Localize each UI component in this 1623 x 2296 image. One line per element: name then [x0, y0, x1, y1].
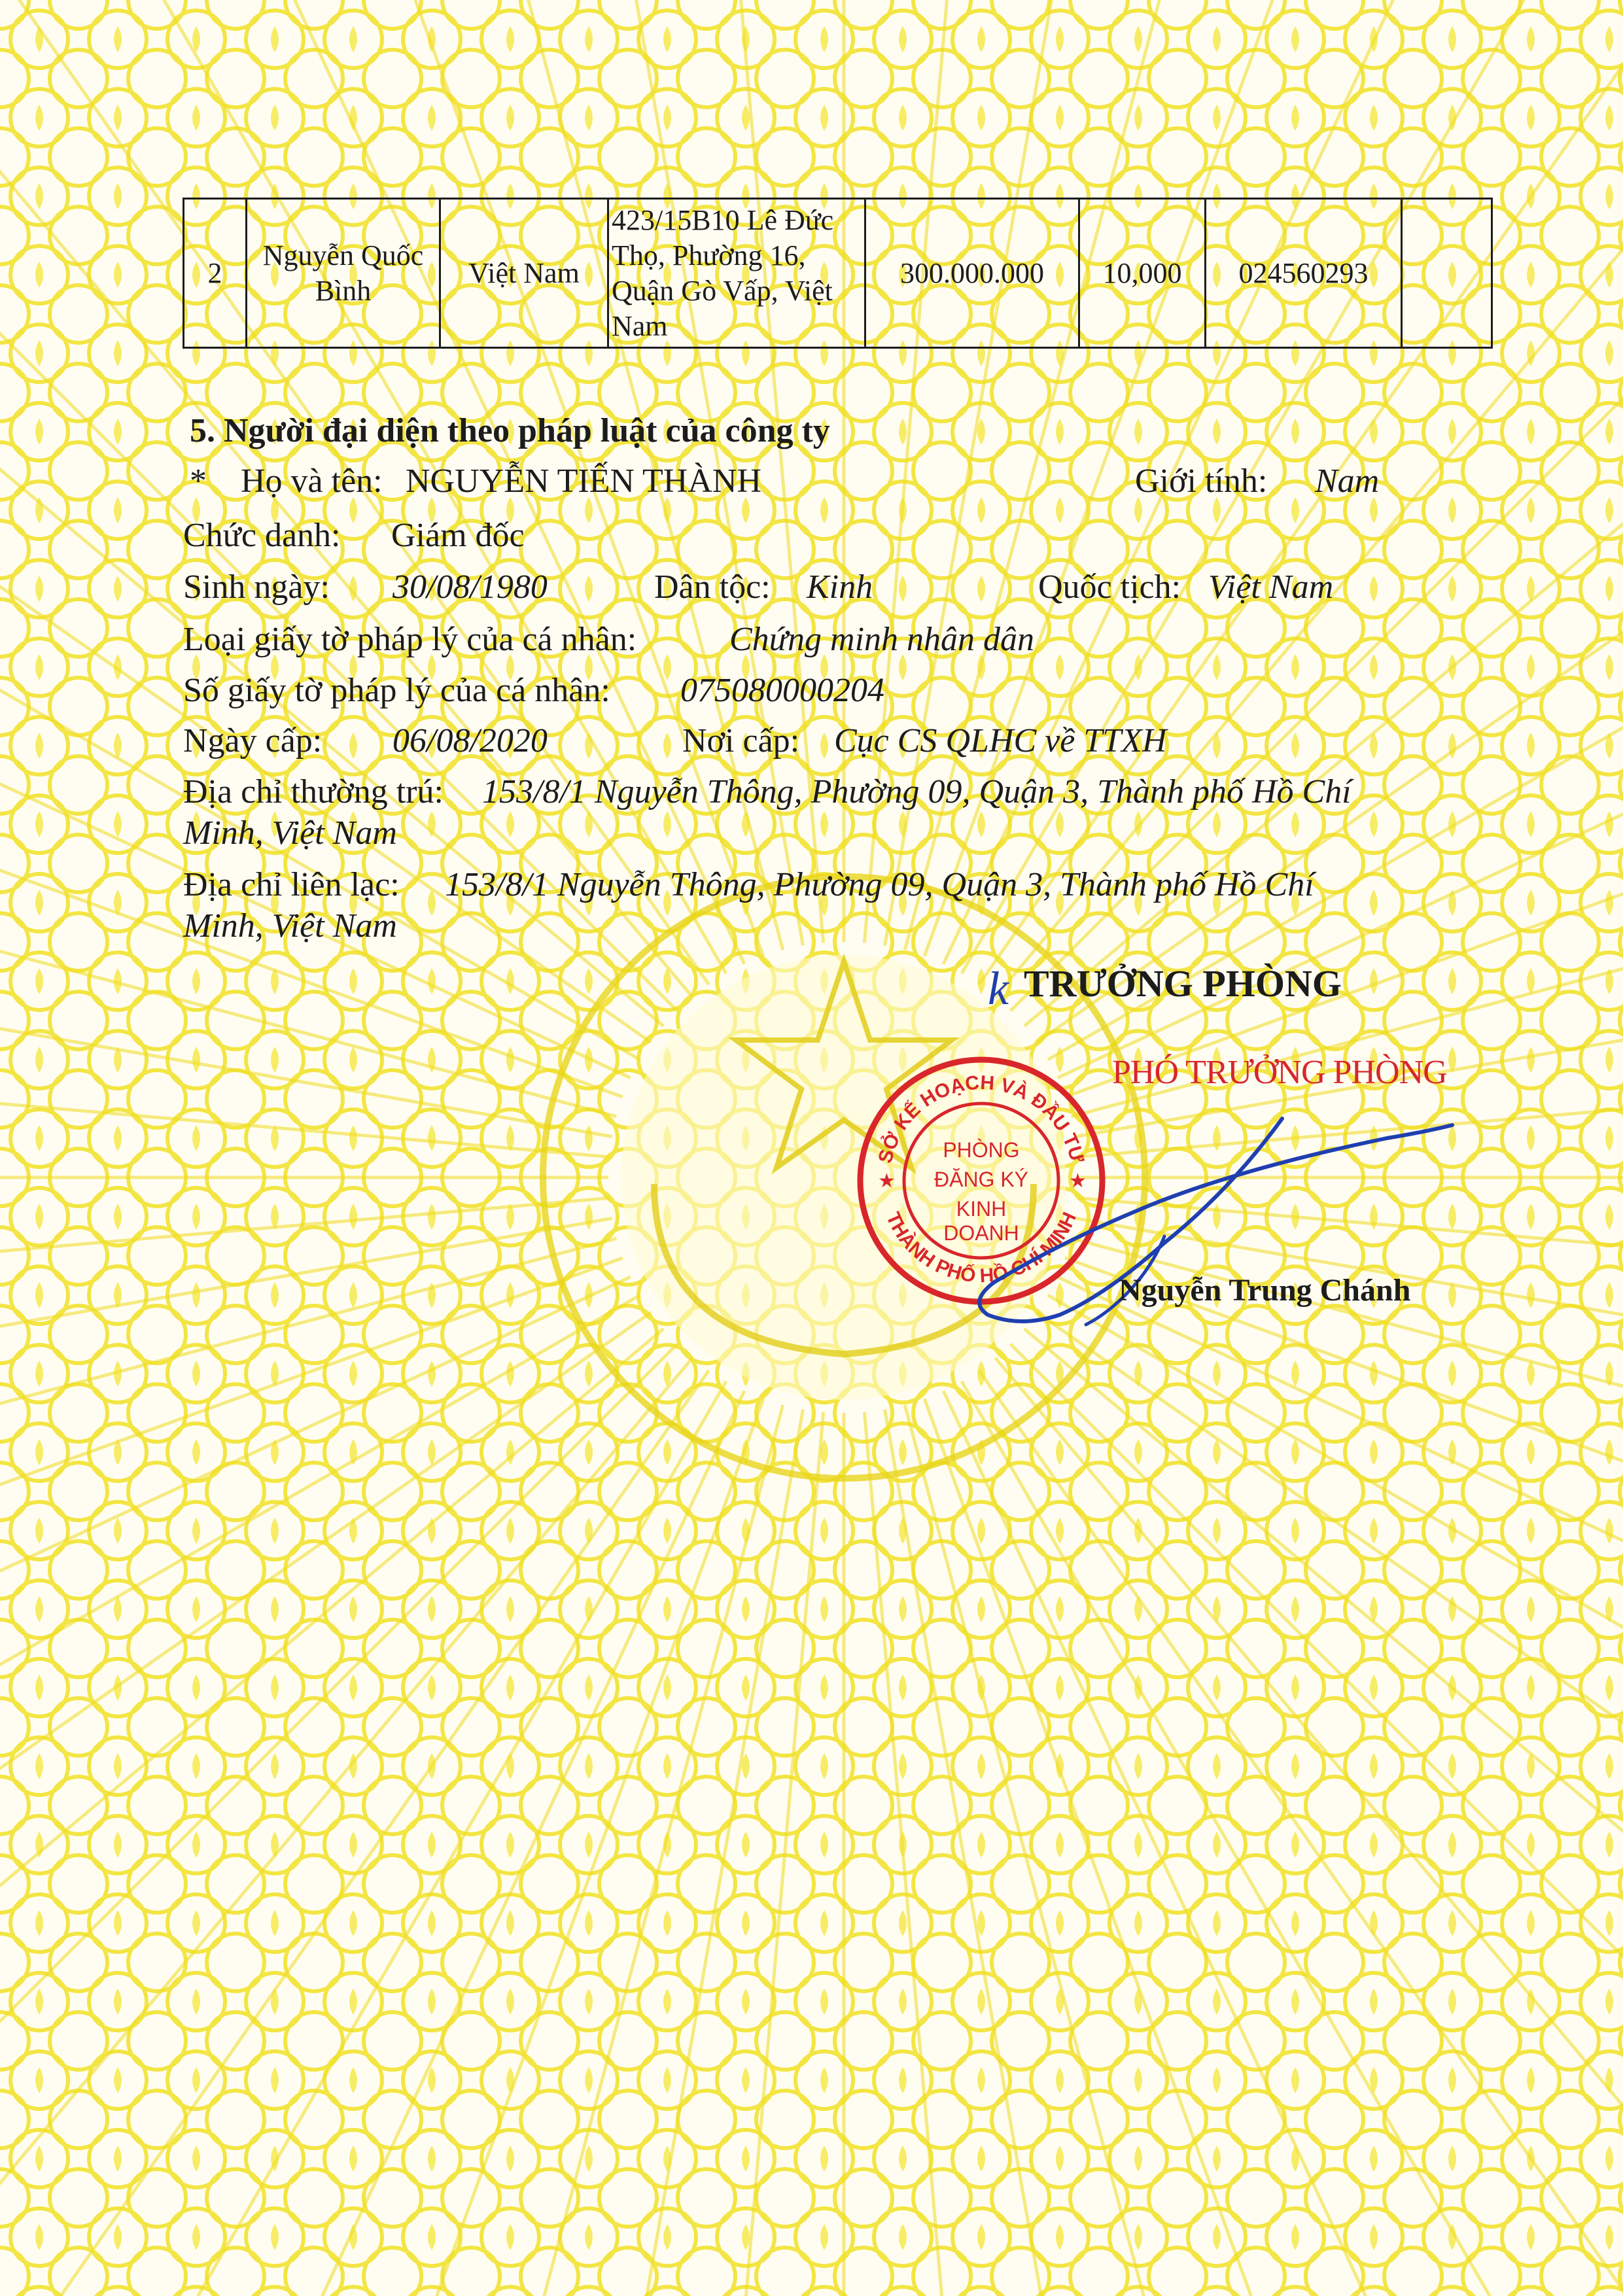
stamp-center-line1: PHÒNG: [943, 1138, 1020, 1162]
member-address: 423/15B10 Lê Đức Thọ, Phường 16, Quận Gò Vấp, Việt Nam: [608, 199, 865, 348]
doc-type-label: Loại giấy tờ pháp lý của cá nhân:: [183, 621, 637, 658]
signatory-title: TRƯỞNG PHÒNG: [1024, 962, 1342, 1005]
issue-date-value: 06/08/2020: [393, 722, 548, 759]
deputy-title: PHÓ TRƯỞNG PHÒNG: [1112, 1054, 1447, 1091]
handwritten-mark: k: [988, 962, 1009, 1015]
member-note: [1402, 199, 1492, 348]
member-ratio: 10,000: [1079, 199, 1206, 348]
permanent-address-line2: Minh, Việt Nam: [183, 814, 397, 852]
gender-value: Nam: [1315, 462, 1380, 500]
stamp-center-line3: KINH DOANH: [943, 1197, 1019, 1245]
svg-text:SỞ KẾ HOẠCH VÀ ĐẦU TƯ: SỞ KẾ HOẠCH VÀ ĐẦU TƯ: [874, 1071, 1089, 1166]
ethnicity-label: Dân tộc:: [654, 568, 771, 606]
handwritten-signature: [890, 1099, 1465, 1348]
position-value: Giám đốc: [391, 517, 525, 554]
gender-label: Giới tính:: [1135, 462, 1268, 500]
issue-place-value: Cục CS QLHC về TTXH: [834, 722, 1167, 759]
position-label: Chức danh:: [183, 517, 341, 554]
svg-text:★: ★: [1069, 1170, 1087, 1192]
row-number: 2: [184, 199, 247, 348]
issue-date-label: Ngày cấp:: [183, 722, 323, 759]
nationality-value: Việt Nam: [1208, 568, 1334, 606]
issue-place-label: Nơi cấp:: [682, 722, 800, 759]
bullet: *: [190, 462, 207, 500]
member-capital: 300.000.000: [865, 199, 1079, 348]
stamp-center-line2: ĐĂNG KÝ: [934, 1168, 1029, 1191]
permanent-address-line1: 153/8/1 Nguyễn Thông, Phường 09, Quận 3, Thành phố Hồ Chí: [482, 773, 1352, 810]
dob-label: Sinh ngày:: [183, 568, 330, 606]
svg-text:THÀNH PHỐ HỒ CHÍ MINH: THÀNH PHỐ HỒ CHÍ MINH: [881, 1209, 1081, 1287]
table-row: [184, 199, 1492, 348]
member-id-number: 024560293: [1206, 199, 1402, 348]
representative-name: NGUYỄN TIẾN THÀNH: [406, 462, 762, 500]
ethnicity-value: Kinh: [807, 568, 873, 606]
permanent-address-label: Địa chỉ thường trú:: [183, 773, 444, 810]
doc-number-value: 075080000204: [680, 672, 884, 709]
contact-address-line1: 153/8/1 Nguyễn Thông, Phường 09, Quận 3, Thành phố Hồ Chí: [445, 866, 1314, 903]
doc-number-label: Số giấy tờ pháp lý của cá nhân:: [183, 672, 610, 709]
doc-type-value: Chứng minh nhân dân: [729, 621, 1035, 658]
contact-address-line2: Minh, Việt Nam: [183, 907, 397, 945]
member-nationality: Việt Nam: [440, 199, 608, 348]
contact-address-label: Địa chỉ liên lạc:: [183, 866, 400, 903]
signer-name: Nguyễn Trung Chánh: [1119, 1273, 1411, 1308]
nationality-label: Quốc tịch:: [1038, 568, 1181, 606]
member-name: Nguyễn Quốc Bình: [247, 199, 440, 348]
svg-text:★: ★: [878, 1170, 896, 1192]
dob-value: 30/08/1980: [393, 568, 548, 606]
section-heading: 5. Người đại diện theo pháp luật của công ty: [190, 412, 830, 449]
members-table: [183, 198, 1493, 349]
name-label: Họ và tên:: [241, 462, 383, 500]
